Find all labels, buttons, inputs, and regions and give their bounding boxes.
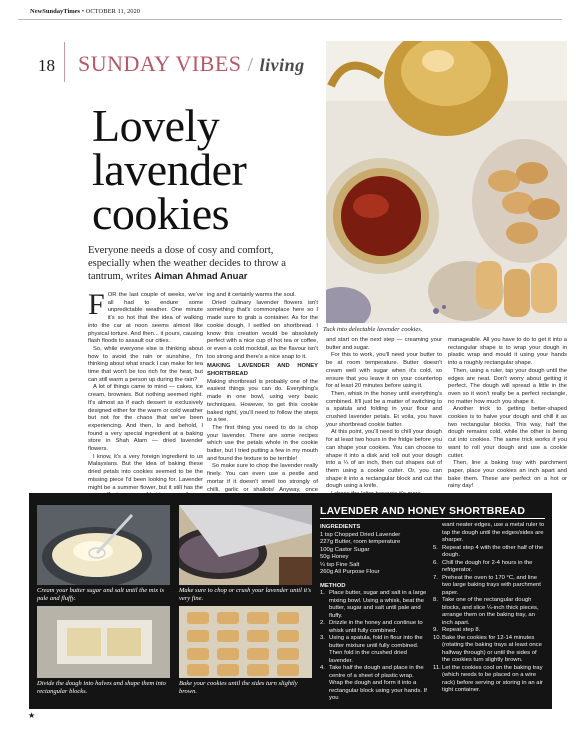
paragraph: Then, whisk in the honey until everything's combined. It'll just be a matter of switching to a spatula and folding in your flour and crushed lavender petals. Et voila, you have your shortbread cookie batter. bbox=[326, 390, 442, 428]
ingredient-item: 100g Castor Sugar bbox=[320, 546, 370, 553]
article-column-3 bbox=[326, 337, 442, 499]
paragraph: Making shortbread is probably one of the easiest things you can do. Everything's made in one bowl, using very basic techniques. However, to get this cookie baked right, you'll need to follow the steps to a tee. bbox=[207, 378, 318, 424]
section-name: SUNDAY VIBES bbox=[78, 51, 242, 76]
header-divider bbox=[64, 42, 65, 82]
paragraph: So, while everyone else is thinking about how to avoid the rain or sunshine, I'm thinking about what snack I can make for tea time that won't be too rich for the heat, but can still warm a person up during the rain? bbox=[88, 345, 203, 383]
method-step: 3. Using a spatula, fold in flour into the butter mixture until fully combined. Then fold in the crushed dried lavender. bbox=[320, 635, 423, 664]
method-heading: METHOD bbox=[320, 582, 346, 589]
method-step: 8. Take one of the rectangular dough blocks, and slice ¼-inch thick pieces, arrange them on the baking tray, an inch apart. bbox=[433, 597, 539, 626]
article-subhead: MAKING LAVENDER AND HONEY SHORTBREAD bbox=[207, 363, 318, 378]
article-column-4 bbox=[448, 337, 567, 491]
step-caption-2: Make sure to chop or crush your lavender until it's very fine. bbox=[179, 587, 312, 602]
author-name: Aiman Ahmad Anuar bbox=[154, 271, 248, 282]
issue-date: OCTOBER 11, 2020 bbox=[85, 8, 140, 15]
method-step-continued: want neater edges, use a metal ruler to tap the dough until the edges/sides are sharper. bbox=[442, 522, 545, 543]
paragraph: Another trick to getting better-shaped cookies is to halve your dough and chill it as two rectangular blocks. This way, half the dough remains cold, while the other is being cut into cookies. The same trick works if you want to roll your dough and use a cookie cutter. bbox=[448, 406, 567, 459]
article-column-2 bbox=[207, 292, 318, 502]
method-step: 9. Repeat step 8. bbox=[433, 627, 481, 633]
headline-line-1: Lovely bbox=[92, 100, 220, 151]
paragraph: ing and it certainly warms the soul. bbox=[207, 292, 296, 298]
step-photo-baked-cookies bbox=[179, 606, 312, 678]
method-step: 1. Place butter, sugar and salt in a large mixing bowl. Using a whisk, beat the butter, sugar and salt until pale and fluffy. bbox=[320, 590, 427, 619]
headline bbox=[92, 100, 247, 239]
paragraph: For this to work, you'll need your butter to be at room temperature. Butter doesn't cream well with sugar when it's cold, so ensure that you leave it on your countertop for at least 20 minutes before using it. bbox=[326, 352, 442, 390]
section-header bbox=[78, 51, 305, 77]
paragraph: So make sure to chop the lavender really finely. You can even use a pestle and mortar if it doesn't smell too strongly of chilli, garlic or shallots! Anyway, once bbox=[207, 463, 318, 493]
paper-name: NewSundayTimes bbox=[30, 8, 81, 15]
paragraph: Then, using a ruler, tap your dough until the edges are neat. Don't worry about getting it perfect. The dough will spread a little in the oven so it won't really be a perfect rectangle, no matter how much you shape it. bbox=[448, 367, 567, 405]
recipe-column-1 bbox=[320, 522, 428, 703]
step-photo-mixing bbox=[37, 505, 170, 585]
section-separator: / bbox=[247, 54, 254, 76]
end-star-icon: ★ bbox=[28, 711, 36, 720]
ingredient-item: ¼ tsp Fine Salt bbox=[320, 561, 360, 568]
recipe-column-2 bbox=[433, 522, 546, 695]
standfirst-text: Everyone needs a dose of cosy and comfort, especially when the weather decides to throw a tantrum, writes bbox=[88, 245, 286, 282]
method-steps bbox=[433, 545, 546, 695]
recipe-title-rule bbox=[320, 518, 545, 519]
main-photo-caption: Tuck into delectable lavender cookies. bbox=[323, 326, 423, 333]
method-steps bbox=[320, 590, 428, 703]
step-caption-3: Divide the dough into halves and shape them into rectangular blocks. bbox=[37, 680, 166, 695]
ingredient-item: 50g Honey bbox=[320, 554, 349, 560]
page-number: 18 bbox=[38, 56, 55, 75]
step-caption-4: Bake your cookies until the sides turn slightly brown. bbox=[179, 680, 298, 695]
article-column-1 bbox=[88, 288, 203, 500]
method-step: 10. Bake the cookies for 12-14 minutes (rotating the baking trays at least once halfway through) or until the sides of the cookies turn slightly brown. bbox=[433, 634, 542, 663]
paragraph: I know, it's a very foreign ingredient to us Malaysians. But the idea of baking these dried petals into cookies seemed to be the missing piece I'd been looking for. Lavender might be a summer flower, but it still has the bbox=[88, 453, 203, 491]
drop-cap: F bbox=[88, 288, 105, 321]
paragraph: At this point, you'll need to chill your dough for at least two hours in the fridge before you can shape your cookies. You can choose to shape it into a disk and roll out your dough into a ¼ of an inch, then cut shapes out of them using a cookie cutter. Or, you can shape it into a rectangular block and cut the dough using a knife. bbox=[326, 429, 442, 490]
method-step: 7. Preheat the oven to 170 °C, and line two large baking trays with parchment paper. bbox=[433, 574, 541, 596]
headline-line-3: cookies bbox=[92, 188, 230, 239]
paragraph: manageable. All you have to do to get it into a rectangular shape is to wrap your dough in plastic wrap and mould it using your hands into a roughly rectangular shape. bbox=[448, 337, 567, 367]
paragraph: A lot of things came to mind — cakes, ice cream, brownies. But nothing seemed right. It's almost as if each dessert is exclusively designed either for the warm or cold weather but not for the chaos that we've been experiencing. And then, lo and behold, I found a very special ingredient at a baking store in Shah Alam — dried lavender flowers. bbox=[88, 384, 203, 453]
standfirst bbox=[88, 244, 318, 283]
method-step: 2. Drizzle in the honey and continue to whisk until fully combined. bbox=[320, 620, 423, 634]
paragraph: and start on the next step — creaming your butter and sugar. bbox=[326, 337, 442, 351]
main-photo-tea-and-cookies bbox=[326, 41, 567, 323]
section-sub: living bbox=[259, 55, 305, 75]
ingredients-heading: INGREDIENTS bbox=[320, 524, 361, 530]
ingredient-item: 1 tsp Chopped Dried Lavender bbox=[320, 531, 401, 538]
paragraph: OR the last couple of weeks, we've all had to endure some unpredictable weather. One minute it's so hot that the idea of walking into the car at noon seems almost like physical torture. And then... it pours, causing flash floods to assault our cities. bbox=[88, 292, 203, 345]
paragraph: The first thing you need to do is chop your lavender. There are some recipes which use the petals whole in the cookie batter, but I tried putting a few in my mouth and found the texture to be terrible! bbox=[207, 424, 318, 462]
masthead: NewSundayTimes • OCTOBER 11, 2020 bbox=[30, 8, 140, 15]
method-step: 4. Take half the dough and place in the centre of a sheet of plastic wrap. Wrap the dough and form it into a rectangular block using your hands. If you bbox=[320, 665, 427, 701]
paragraph: Then, line a baking tray with parchment paper, place your cookies an inch apart and bake them. These are perfect on a hot or rainy day! bbox=[448, 460, 567, 490]
step-photo-chopping bbox=[179, 505, 312, 585]
ingredient-item: 260g All Purpose Flour bbox=[320, 569, 380, 575]
recipe-title: LAVENDER AND HONEY SHORTBREAD bbox=[320, 505, 526, 517]
paragraph: Dried culinary lavender flowers isn't something that's commonplace here so I made sure to grab a container. As for the cookie dough, I settled on shortbread. I know this creation would be absolutely perfect with a nice cup of hot tea or coffee, or even a cold mocktail, as the flavour isn't too strong and there's a nice snap to it. bbox=[207, 299, 318, 360]
step-photo-dough-blocks bbox=[37, 606, 170, 678]
headline-line-2: lavender bbox=[92, 144, 247, 195]
step-caption-1: Cream your butter sugar and salt until the mix is pale and fluffy. bbox=[37, 587, 165, 602]
method-step: 6. Chill the dough for 2-4 hours in the refrigerator. bbox=[433, 559, 533, 573]
method-step: 11. Let the cookies cool on the baking tray (which needs to be placed on a wire rack) before serving or storing in an air tight container. bbox=[433, 664, 543, 693]
top-rule bbox=[18, 19, 562, 20]
method-step: 5. Repeat step 4 with the other half of the dough. bbox=[433, 544, 544, 558]
ingredient-item: 227g Butter, room temperature bbox=[320, 539, 401, 545]
